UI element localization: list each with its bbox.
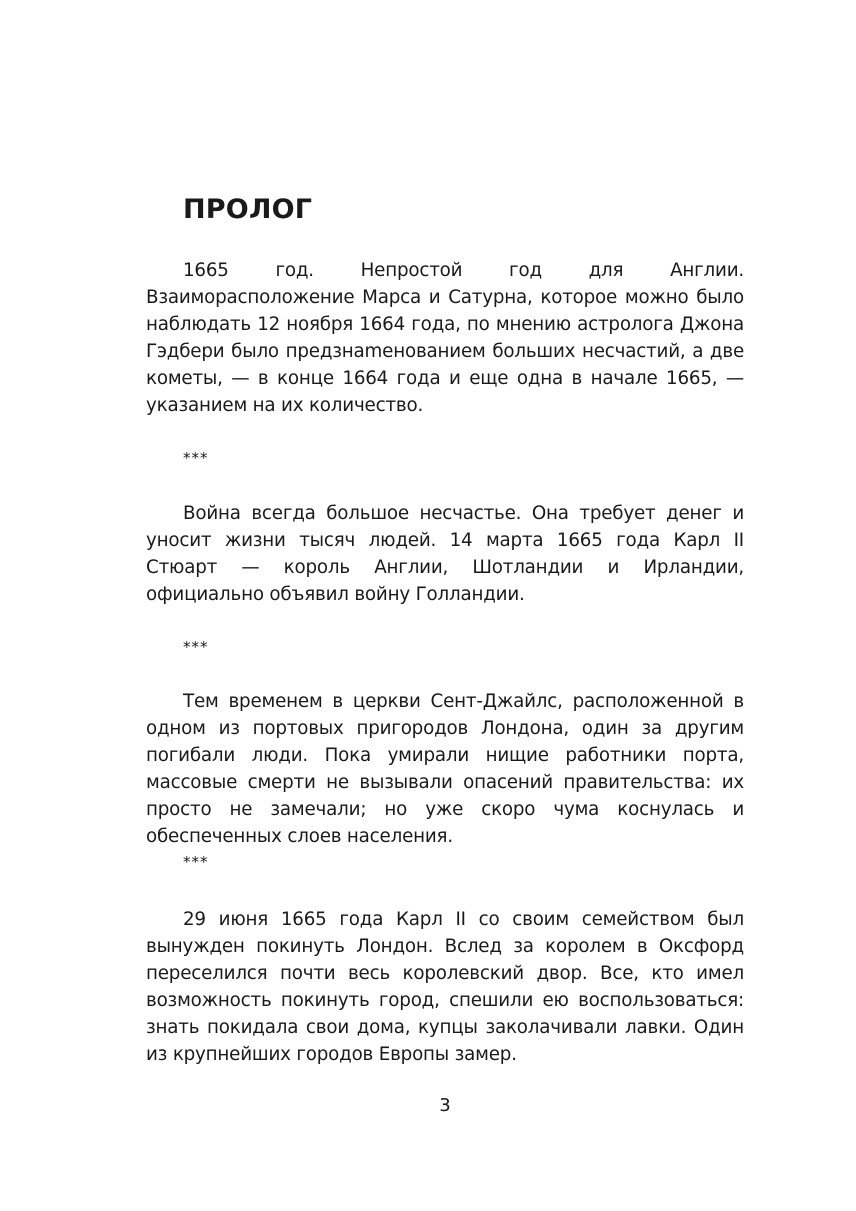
chapter-title: ПРОЛОГ bbox=[183, 194, 313, 225]
section-separator-3: *** bbox=[183, 853, 209, 871]
paragraph-2: Война всегда большое несчастье. Она требует денег и уносит жизни тысяч людей. 14 марта 1665 года Карл II Стюарт — король Англии, Шотландии и Ирландии, официально объявил войну Голландии. bbox=[146, 503, 744, 605]
page-number: 3 bbox=[439, 1095, 451, 1116]
paragraph-4: 29 июня 1665 года Карл II со своим семейством был вынужден покинуть Лондон. Вслед за королем в Оксфорд переселился почти весь королевский двор. Все, кто имел возможность покинуть город, спешили ею воспользоваться: знать покидала свои дома, купцы заколачивали лавки. Один из крупнейших городов Европы замер. bbox=[146, 909, 744, 1065]
paragraph-3: Тем временем в церкви Сент-Джайлс, расположенной в одном из портовых пригородов Лондона, один за другим погибали люди. Пока умирали нищие работники порта, массовые смерти не вызывали опасений правительства: их просто не замечали; но уже скоро чума коснулась и обеспеченных слоев населения. bbox=[146, 691, 744, 847]
paragraph-1: 1665 год. Непростой год для Англии. Взаиморасположение Марса и Сатурна, которое можно было наблюдать 12 ноября 1664 года, по мнению астролога Джона Гэдбери было предзнаmенованием больших несчастий, а две кометы, — в конце 1664 года и еще одна в начале 1665, — указанием на их количество. bbox=[146, 260, 744, 416]
section-separator-1: *** bbox=[183, 449, 209, 467]
section-separator-2: *** bbox=[183, 638, 209, 656]
